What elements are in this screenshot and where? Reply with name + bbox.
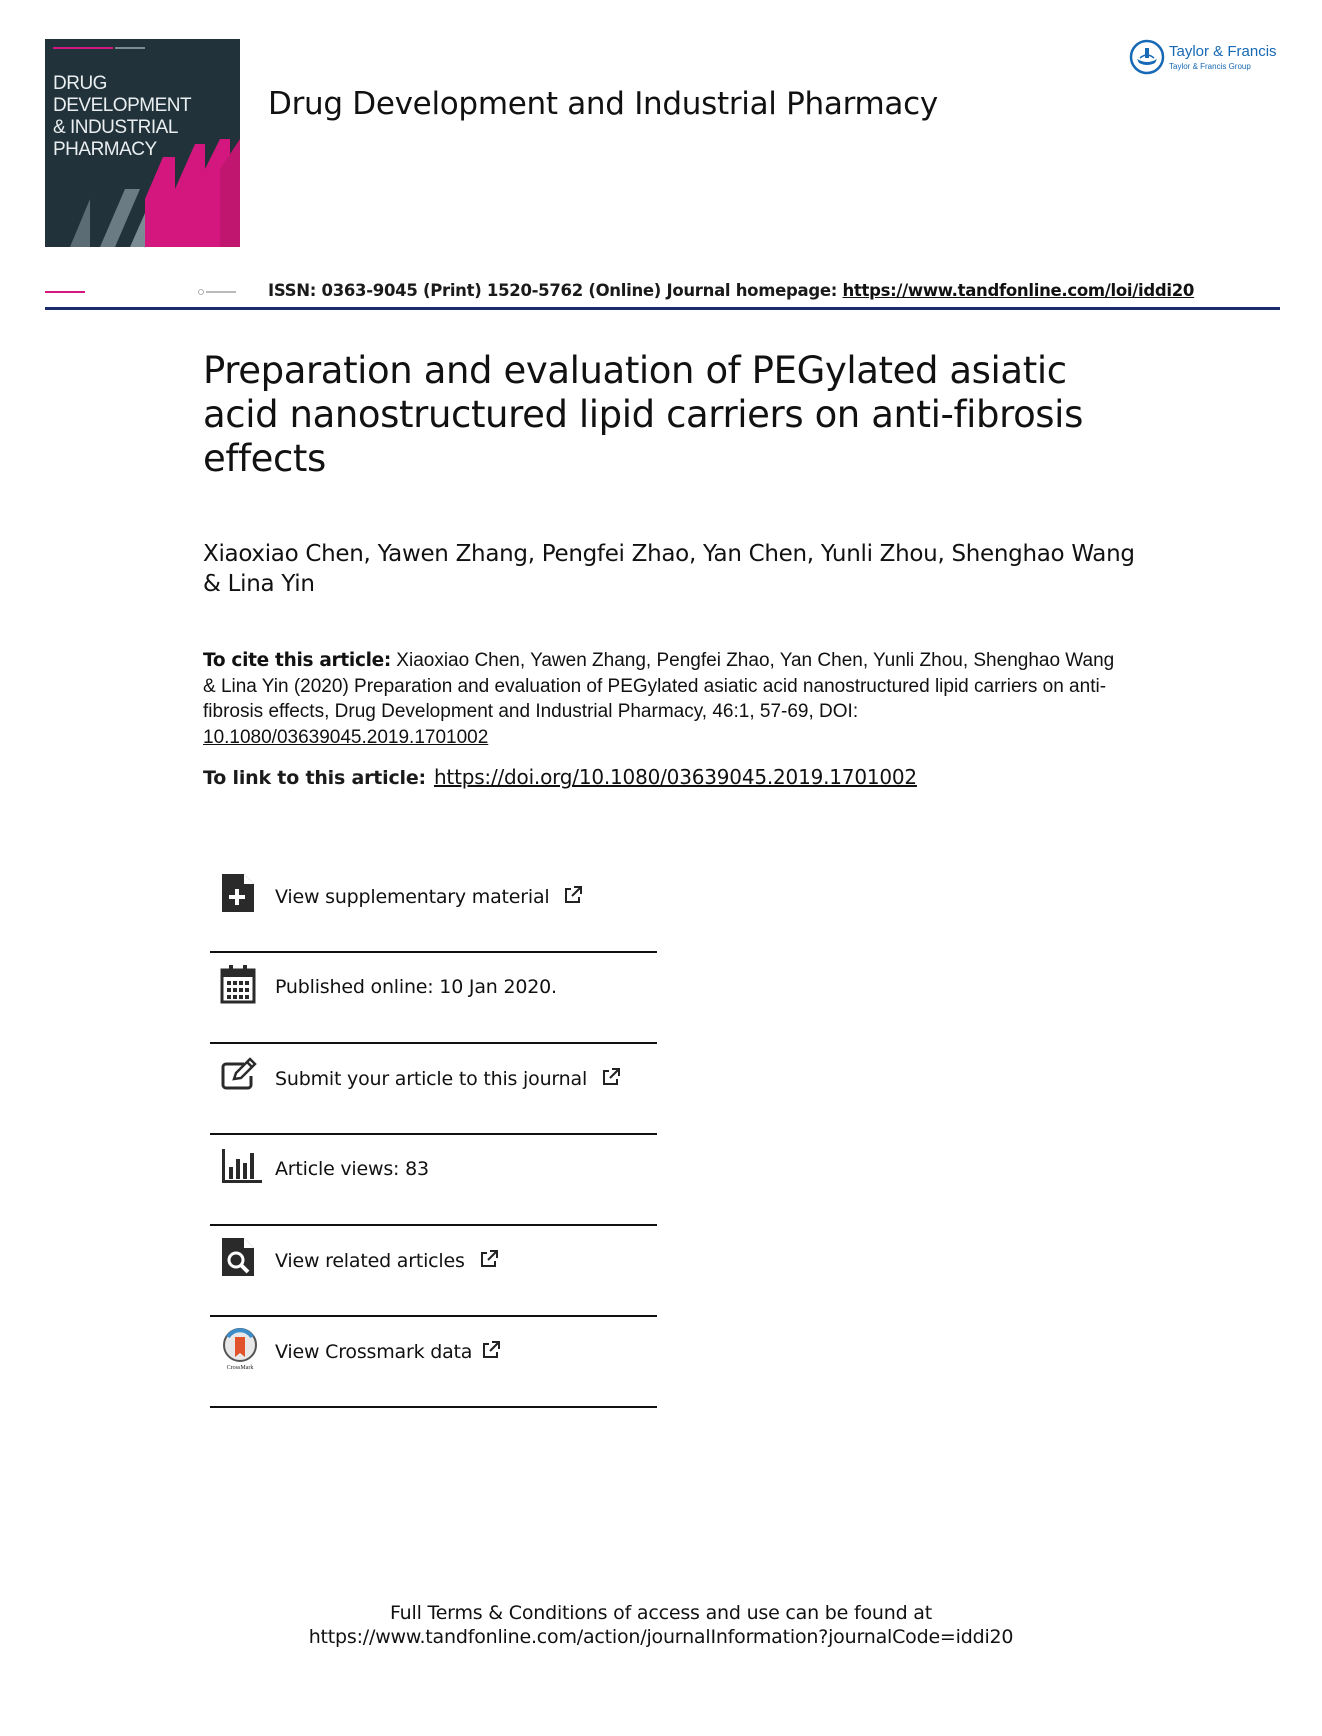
published-online-text: Published online: 10 Jan 2020. — [275, 976, 557, 998]
cover-title-line: & INDUSTRIAL — [53, 117, 178, 138]
journal-cover — [45, 39, 240, 247]
doi-link[interactable]: 10.1080/03639045.2019.1701002 — [203, 726, 489, 748]
search-document-icon — [220, 1236, 258, 1278]
terms-footer-line: Full Terms & Conditions of access and use can be found at — [389, 1602, 932, 1624]
article-authors: Xiaoxiao Chen, Yawen Zhang, Pengfei Zhao, Yan Chen, Yunli Zhou, Shenghao Wang & Lina Yin — [203, 541, 1135, 597]
article-views-row — [210, 1135, 657, 1226]
crossmark-label: View Crossmark data — [275, 1341, 473, 1363]
supplementary-material-row[interactable] — [210, 862, 657, 953]
article-doi-url[interactable]: https://doi.org/10.1080/03639045.2019.1701002 — [433, 765, 917, 789]
published-online-row — [210, 953, 657, 1044]
publisher-emblem-icon — [1128, 38, 1166, 76]
file-plus-icon — [220, 872, 258, 914]
external-link-icon — [479, 1249, 499, 1269]
crossmark-icon — [220, 1327, 260, 1371]
article-link-label: To link to this article: — [203, 767, 426, 789]
terms-footer-url[interactable]: https://www.tandfonline.com/action/journalInformation?journalCode=iddi20 — [308, 1626, 1014, 1648]
external-link-icon — [481, 1340, 501, 1360]
edit-icon — [220, 1054, 258, 1096]
related-articles-row[interactable] — [210, 1226, 657, 1317]
cover-accent-line — [115, 47, 145, 49]
submit-article-label: Submit your article to this journal — [275, 1068, 588, 1090]
issn-line — [268, 281, 1194, 300]
article-link-line — [203, 765, 917, 789]
bar-chart-icon — [220, 1145, 264, 1187]
supplementary-material-label: View supplementary material — [275, 886, 550, 908]
citation-label: To cite this article: — [203, 650, 392, 671]
supplementary-material-link[interactable] — [275, 885, 583, 908]
publisher-name: Taylor & Francis — [1169, 43, 1277, 60]
cover-title — [53, 73, 238, 161]
crossmark-link[interactable] — [275, 1340, 501, 1363]
cover-title-line: PHARMACY — [53, 139, 157, 160]
citation-block — [203, 648, 1123, 750]
submit-article-row[interactable] — [210, 1044, 657, 1135]
journal-name: Drug Development and Industrial Pharmacy — [268, 86, 938, 122]
terms-footer — [0, 1601, 1322, 1649]
related-articles-label: View related articles — [275, 1250, 465, 1272]
external-link-icon — [601, 1067, 621, 1087]
article-info-list — [210, 862, 657, 1408]
calendar-icon — [220, 963, 258, 1005]
citation-text: Xiaoxiao Chen, Yawen Zhang, Pengfei Zhao, Yan Chen, Yunli Zhou, Shenghao Wang & Lina Yin (2020) Preparation and evaluation of PEGylated asiatic acid nanostructured lipid carriers on anti-fibrosis effects, Drug Development and Industrial Pharmacy, 46:1, 57-69, DOI: — [203, 650, 1115, 722]
article-title: Preparation and evaluation of PEGylated asiatic acid nanostructured lipid carriers on anti-fibrosis effects — [203, 349, 1083, 480]
crossmark-caption: CrossMark — [226, 1365, 254, 1371]
publisher-logo[interactable] — [1128, 38, 1288, 78]
cover-url-mark — [45, 291, 85, 293]
submit-article-link[interactable] — [275, 1067, 621, 1090]
cover-title-line: DRUG DEVELOPMENT — [53, 73, 192, 116]
related-articles-link[interactable] — [275, 1249, 499, 1272]
external-link-icon — [563, 885, 583, 905]
publisher-subtitle: Taylor & Francis Group — [1169, 62, 1251, 71]
issn-text: ISSN: 0363-9045 (Print) 1520-5762 (Online) Journal homepage: — [268, 281, 843, 300]
mini-publisher-logo-icon — [198, 289, 240, 295]
header-divider — [45, 307, 1280, 310]
crossmark-row[interactable] — [210, 1317, 657, 1408]
article-views-text: Article views: 83 — [275, 1158, 429, 1180]
cover-accent-line — [53, 47, 113, 49]
journal-homepage-link[interactable]: https://www.tandfonline.com/loi/iddi20 — [842, 281, 1195, 300]
